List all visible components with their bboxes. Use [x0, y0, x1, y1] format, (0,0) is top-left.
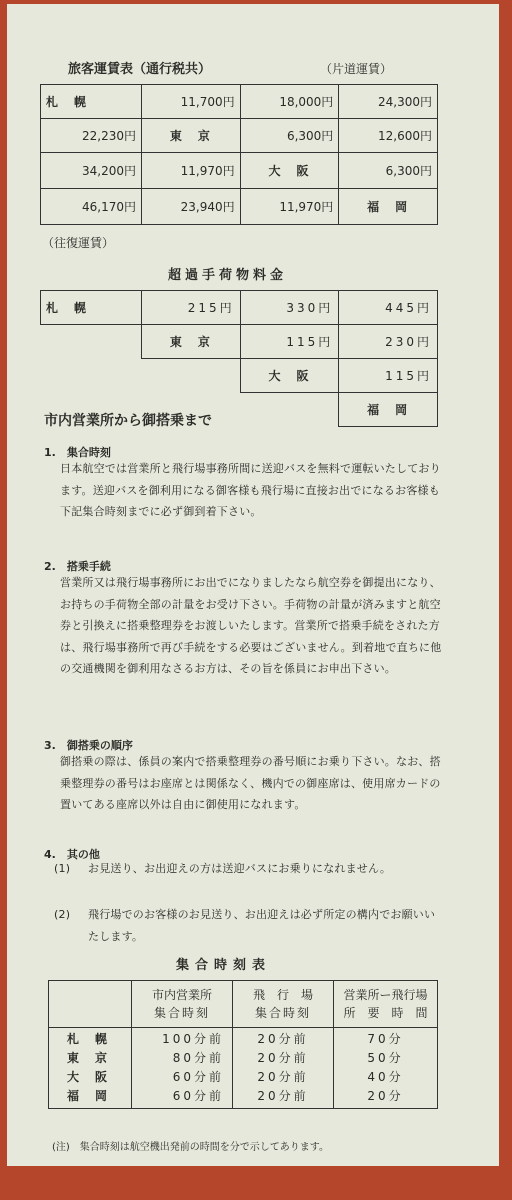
table-cell: 12,600円	[339, 119, 438, 153]
section-heading: 3. 御搭乗の順序	[44, 739, 133, 752]
table-header: 市内営業所 集合時刻	[132, 981, 233, 1028]
table-cell: 115円	[240, 325, 339, 359]
section-body: 営業所又は飛行場事務所にお出でになりましたなら航空券を御提出になり、お持ちの手荷物全部の計量をお受け下さい。手荷物の計量が済みますと航空券と引換えに搭乗整理券をお渡しいたします。営業所で搭乗手続をされた方は、飛行場事務所で再び手続をする必要はございません。到着地で直ちに他の交通機関を御利用なさるお方は、その旨を係員にお申出下さい。	[60, 576, 442, 675]
table-cell: 6,300円	[240, 119, 339, 153]
table-cell: 福 岡	[339, 393, 438, 427]
section-body: 日本航空では営業所と飛行場事務所間に送迎バスを無料で運転いたしております。送迎バスを御利用になる御客様も飛行場に直接お出でになるお客様も下記集合時刻までに必ず御到着下さい。	[60, 462, 441, 518]
section-body: 御搭乗の際は、係員の案内で搭乗整理券の番号順にお乗り下さい。なお、搭乗整理券の番号はお座席とは関係なく、機内での御座席は、使用席カードの置いてある座席以外は自由に御使用になれます。	[60, 755, 441, 811]
table-row	[41, 119, 438, 153]
table-cell: 11,970円	[142, 153, 241, 189]
table-row	[41, 359, 438, 393]
section-heading: 4. 其の他	[44, 848, 100, 861]
schedule-note: (注) 集合時刻は航空機出発前の時間を分で示してあります。	[52, 1142, 330, 1153]
table-cell: 330円	[240, 291, 339, 325]
table-cell: 11,700円	[142, 85, 241, 119]
table-cell: 34,200円	[41, 153, 142, 189]
table-cell: 札 幌	[41, 85, 142, 119]
section-heading: 2. 搭乗手続	[44, 560, 111, 573]
list-item: 飛行場でのお客様のお見送り、お出迎えは必ず所定の構内でお願いいたします。	[88, 908, 436, 943]
table-cell: 20分前 20分前 20分前 20分前	[233, 1028, 334, 1109]
table-cell: 115円	[339, 359, 438, 393]
table-cell: 11,970円	[240, 189, 339, 225]
table-header: 営業所ー飛行場 所 要 時 間	[334, 981, 438, 1028]
list-item: お見送り、お出迎えの方は送迎バスにお乗りになれません。	[88, 862, 392, 875]
table-cell: 445円	[339, 291, 438, 325]
section-heading: 1. 集合時刻	[44, 446, 111, 459]
table-cell: 大 阪	[240, 153, 339, 189]
table-row	[41, 153, 438, 189]
fare-table-title: 旅客運賃表（通行税共）	[68, 62, 212, 77]
table-row	[41, 291, 438, 325]
baggage-table	[40, 290, 438, 427]
table-cell: 大 阪	[240, 359, 339, 393]
round-trip-label: （往復運賃）	[42, 236, 115, 250]
table-cell: 6,300円	[339, 153, 438, 189]
table-cell: 23,940円	[142, 189, 241, 225]
table-cell: 東 京	[142, 119, 241, 153]
one-way-label: （片道運賃）	[320, 62, 393, 76]
table-cell: 70分 50分 40分 20分	[334, 1028, 438, 1109]
table-cell: 札 幌 東 京 大 阪 福 岡	[49, 1028, 132, 1109]
table-cell: 東 京	[142, 325, 241, 359]
baggage-table-title: 超過手荷物料金	[168, 268, 288, 283]
table-cell: 22,230円	[41, 119, 142, 153]
schedule-title: 集合時刻表	[176, 958, 272, 973]
table-row	[41, 325, 438, 359]
list-item-mark: (2)	[54, 908, 71, 921]
schedule-table	[48, 980, 438, 1109]
list-item-mark: (1)	[54, 862, 71, 875]
table-cell: 24,300円	[339, 85, 438, 119]
guide-title: 市内営業所から御搭乗まで	[44, 413, 212, 429]
table-cell: 100分前 80分前 60分前 60分前	[132, 1028, 233, 1109]
fare-table	[40, 84, 438, 225]
table-cell: 46,170円	[41, 189, 142, 225]
table-cell: 札 幌	[41, 291, 142, 325]
table-row	[41, 189, 438, 225]
table-cell: 18,000円	[240, 85, 339, 119]
table-cell: 215円	[142, 291, 241, 325]
table-row	[49, 1028, 438, 1109]
table-header: 飛 行 場 集合時刻	[233, 981, 334, 1028]
table-row	[41, 85, 438, 119]
table-cell: 230円	[339, 325, 438, 359]
table-row	[49, 981, 438, 1028]
table-cell: 福 岡	[339, 189, 438, 225]
